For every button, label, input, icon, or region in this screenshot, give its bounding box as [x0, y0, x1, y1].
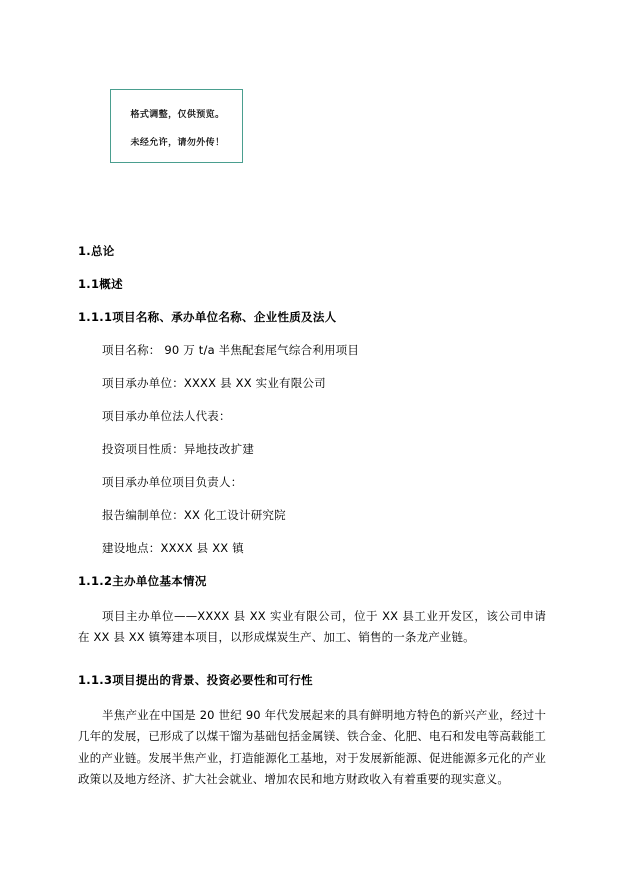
heading-1-zonglun: 1.总论 [78, 244, 115, 258]
heading-1-1-3: 1.1.3项目提出的背景、投资必要性和可行性 [78, 673, 313, 687]
notice-line-1: 格式调整，仅供预览。 [130, 110, 225, 120]
para-undertaking-unit: 项目承办单位：XXXX 县 XX 实业有限公司 [102, 376, 326, 390]
heading-1-1-1: 1.1.1项目名称、承办单位名称、企业性质及法人 [78, 310, 337, 324]
preview-notice-box [110, 89, 243, 163]
para-legal-representative: 项目承办单位法人代表： [102, 409, 231, 423]
notice-line-2: 未经允许，请勿外传！ [130, 138, 225, 148]
para-project-name: 项目名称： 90 万 t/a 半焦配套尾气综合利用项目 [102, 343, 360, 357]
para-investment-nature: 投资项目性质：异地技改扩建 [102, 442, 255, 456]
heading-1-1-gaishu: 1.1概述 [78, 277, 123, 291]
para-project-leader: 项目承办单位项目负责人： [102, 475, 243, 489]
para-background-necessity: 半焦产业在中国是 20 世纪 90 年代发展起来的具有鲜明地方特色的新兴产业，经过十几年的发展，已形成了以煤干馏为基础包括金属镁、铁合金、化肥、电石和发电等高载能工业的产业链。发展半焦产业，打造能源化工基地，对于发展新能源、促进能源多元化的产业政策以及地方经济、扩大社会就业、增加农民和地方财政收入有着重要的现实意义。 [78, 708, 546, 786]
heading-1-1-2: 1.1.2主办单位基本情况 [78, 574, 207, 588]
para-construction-site: 建设地点：XXXX 县 XX 镇 [102, 541, 244, 555]
para-report-compiler: 报告编制单位：XX 化工设计研究院 [102, 508, 286, 522]
para-host-unit-info: 项目主办单位——XXXX 县 XX 实业有限公司，位于 XX 县工业开发区，该公司申请在 XX 县 XX 镇筹建本项目，以形成煤炭生产、加工、销售的一条龙产业链。 [78, 609, 546, 645]
